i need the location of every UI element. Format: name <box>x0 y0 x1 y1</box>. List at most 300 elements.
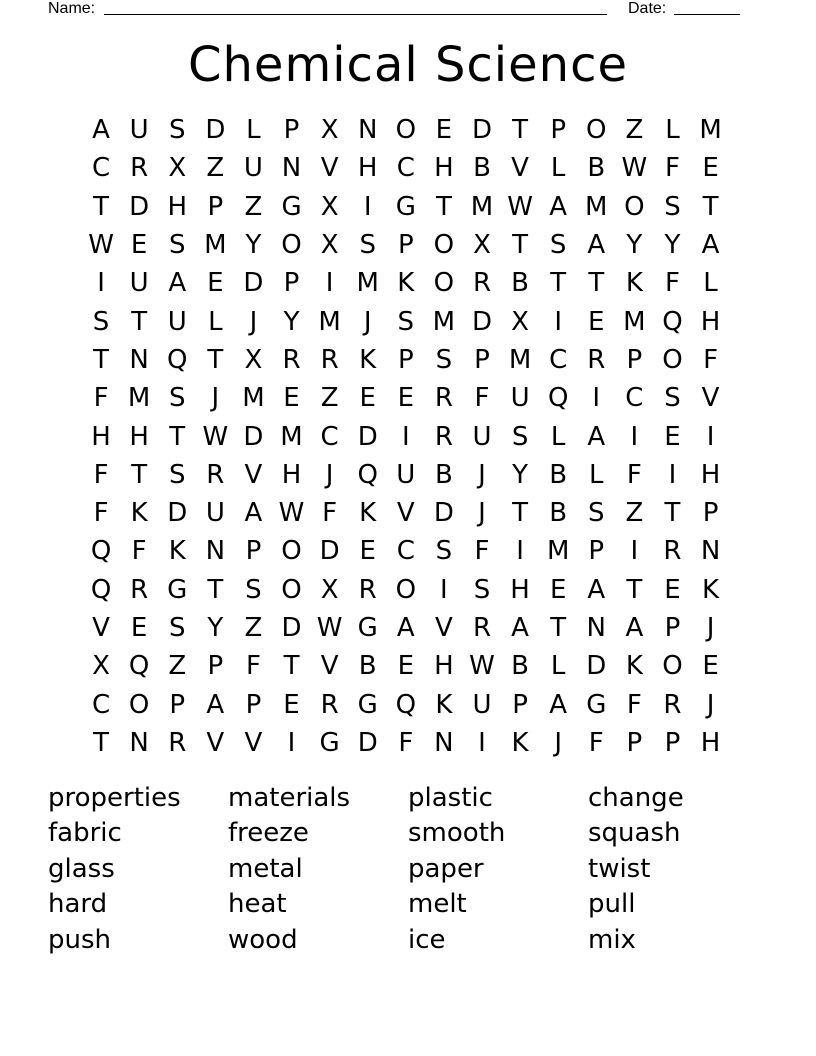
grid-letter: G <box>586 689 607 720</box>
grid-letter: T <box>93 344 109 375</box>
word-bank-item: twist <box>588 853 651 884</box>
grid-letter: C <box>91 689 111 720</box>
grid-letter: C <box>549 344 568 375</box>
grid-letter: S <box>588 498 605 529</box>
grid-letter: S <box>549 230 567 261</box>
grid-letter: B <box>434 459 453 490</box>
word-bank-item: freeze <box>228 818 309 849</box>
page-title: Chemical Science <box>187 37 629 93</box>
grid-letter: A <box>511 613 529 643</box>
grid-letter: J <box>478 459 486 490</box>
grid-letter: E <box>283 383 300 414</box>
grid-letter: X <box>511 306 529 337</box>
grid-letter: V <box>320 651 339 682</box>
grid-letter: L <box>703 268 718 299</box>
grid-letter: Z <box>244 191 263 222</box>
grid-letter: F <box>93 459 109 490</box>
grid-letter: Z <box>625 115 644 146</box>
grid-letter: A <box>244 498 263 529</box>
grid-letter: R <box>320 344 339 375</box>
grid-letter: D <box>281 613 302 643</box>
name-label: Name: <box>48 0 96 17</box>
grid-letter: G <box>357 613 378 643</box>
grid-letter: M <box>585 191 608 222</box>
grid-letter: H <box>700 459 721 490</box>
grid-letter: P <box>664 727 681 758</box>
grid-letter: R <box>282 344 301 375</box>
grid-letter: O <box>281 536 302 567</box>
grid-letter: Q <box>90 574 112 605</box>
grid-letter: S <box>664 191 681 222</box>
grid-letter: L <box>550 651 566 682</box>
grid-letter: E <box>397 651 415 682</box>
grid-letter: N <box>129 344 149 375</box>
grid-letter: M <box>356 268 379 299</box>
grid-letter: P <box>626 727 643 758</box>
grid-letter: Z <box>244 613 263 643</box>
word-bank-item: heat <box>228 889 287 920</box>
grid-letter: L <box>246 115 261 146</box>
word-bank-item: mix <box>588 924 636 955</box>
grid-letter: Q <box>395 689 417 720</box>
grid-letter: Q <box>90 536 112 567</box>
grid-letter: B <box>473 153 491 184</box>
grid-letter: O <box>395 574 417 605</box>
grid-letter: V <box>396 498 415 529</box>
grid-letter: U <box>510 383 530 414</box>
grid-letter: H <box>434 153 454 184</box>
grid-letter: E <box>207 268 224 299</box>
grid-letter: P <box>397 344 414 375</box>
grid-letter: Q <box>128 651 150 682</box>
grid-letter: W <box>507 191 533 222</box>
grid-letter: Q <box>167 344 188 375</box>
grid-letter: T <box>207 344 224 375</box>
grid-letter: D <box>319 536 340 567</box>
grid-letter: C <box>625 383 644 414</box>
grid-letter: F <box>474 536 490 567</box>
grid-letter: I <box>440 574 448 605</box>
grid-letter: S <box>435 344 453 375</box>
grid-letter: R <box>472 613 492 643</box>
grid-letter: L <box>550 153 566 184</box>
grid-letter: I <box>706 421 715 452</box>
grid-letter: H <box>510 574 530 605</box>
grid-letter: D <box>243 268 264 299</box>
grid-letter: S <box>397 306 415 337</box>
grid-letter: X <box>320 230 339 261</box>
grid-letter: O <box>624 191 645 222</box>
grid-letter: R <box>663 536 682 567</box>
word-bank <box>48 780 768 958</box>
grid-letter: G <box>357 689 378 720</box>
grid-letter: K <box>702 574 720 605</box>
grid-letter: D <box>471 115 492 146</box>
grid-letter: U <box>129 268 149 299</box>
grid-letter: P <box>512 689 528 720</box>
grid-letter: I <box>516 536 524 567</box>
grid-letter: N <box>434 727 454 758</box>
word-bank-item: materials <box>228 782 351 813</box>
word-bank-item: wood <box>228 924 298 955</box>
grid-letter: J <box>249 306 258 337</box>
grid-letter: V <box>206 727 225 758</box>
grid-letter: Q <box>547 383 569 414</box>
grid-letter: Y <box>512 459 529 490</box>
grid-letter: B <box>511 268 529 299</box>
word-bank-item: plastic <box>408 782 493 813</box>
grid-letter: P <box>283 115 300 146</box>
grid-letter: J <box>554 727 562 758</box>
name-date-header <box>48 0 748 20</box>
grid-letter: F <box>626 689 642 720</box>
grid-letter: M <box>127 383 151 414</box>
grid-letter: A <box>549 689 568 720</box>
grid-letter: D <box>586 651 607 682</box>
grid-letter: W <box>278 498 305 529</box>
grid-letter: G <box>167 574 188 605</box>
grid-letter: T <box>283 651 300 682</box>
grid-letter: H <box>167 191 188 222</box>
grid-letter: R <box>320 689 339 720</box>
grid-letter: T <box>207 574 224 605</box>
grid-letter: N <box>129 727 149 758</box>
grid-letter: I <box>630 536 639 567</box>
grid-letter: Y <box>664 230 681 261</box>
grid-letter: T <box>512 230 529 261</box>
grid-letter: V <box>92 613 110 643</box>
grid-letter: K <box>397 268 415 299</box>
grid-letter: W <box>202 421 229 452</box>
grid-letter: M <box>432 306 456 337</box>
grid-letter: H <box>357 153 378 184</box>
grid-letter: S <box>245 574 262 605</box>
word-bank-item: smooth <box>408 818 506 849</box>
grid-letter: Y <box>283 306 300 337</box>
grid-letter: S <box>473 574 491 605</box>
grid-letter: P <box>588 536 605 567</box>
grid-letter: R <box>434 383 453 414</box>
word-bank-item: glass <box>48 853 115 884</box>
grid-letter: X <box>320 115 339 146</box>
grid-letter: H <box>700 306 721 337</box>
grid-letter: K <box>130 498 148 529</box>
grid-letter: H <box>700 727 721 758</box>
grid-letter: C <box>396 536 415 567</box>
date-label: Date: <box>628 0 667 17</box>
grid-letter: R <box>587 344 606 375</box>
grid-letter: J <box>325 459 334 490</box>
grid-letter: F <box>93 498 109 529</box>
grid-letter: J <box>478 498 486 529</box>
grid-letter: E <box>283 689 300 720</box>
grid-letter: T <box>550 268 567 299</box>
grid-letter: A <box>587 574 606 605</box>
grid-letter: P <box>550 115 567 146</box>
grid-letter: E <box>664 421 681 452</box>
grid-letter: F <box>588 727 604 758</box>
grid-letter: A <box>168 268 187 299</box>
grid-letter: T <box>93 727 109 758</box>
grid-letter: Q <box>662 306 683 337</box>
grid-letter: X <box>244 344 263 375</box>
grid-letter: J <box>211 383 220 414</box>
grid-letter: P <box>702 498 719 529</box>
grid-letter: V <box>244 459 263 490</box>
grid-letter: H <box>91 421 111 452</box>
grid-letter: T <box>588 268 605 299</box>
grid-letter: D <box>205 115 226 146</box>
letter-grid <box>82 111 730 762</box>
grid-letter: T <box>131 306 148 337</box>
grid-letter: U <box>396 459 416 490</box>
grid-letter: M <box>318 306 341 337</box>
grid-letter: D <box>433 498 454 529</box>
grid-letter: D <box>167 498 188 529</box>
grid-letter: M <box>204 230 227 261</box>
word-bank-item: pull <box>588 889 636 920</box>
grid-letter: O <box>395 115 417 146</box>
grid-letter: U <box>129 115 149 146</box>
grid-letter: C <box>91 153 111 184</box>
grid-letter: M <box>508 344 532 375</box>
grid-letter: C <box>320 421 339 452</box>
grid-letter: K <box>359 344 377 375</box>
grid-letter: S <box>359 230 376 261</box>
grid-letter: X <box>320 191 339 222</box>
grid-letter: I <box>630 421 639 452</box>
grid-letter: P <box>283 268 300 299</box>
grid-letter: D <box>357 727 378 758</box>
grid-letter: U <box>205 498 225 529</box>
grid-letter: B <box>549 459 568 490</box>
grid-letter: X <box>473 230 491 261</box>
grid-letter: S <box>92 306 110 337</box>
grid-letter: N <box>357 115 378 146</box>
grid-letter: X <box>92 651 110 682</box>
grid-letter: A <box>396 613 415 643</box>
grid-letter: T <box>131 459 148 490</box>
grid-letter: E <box>435 115 453 146</box>
grid-letter: Z <box>206 153 225 184</box>
grid-letter: E <box>359 536 376 567</box>
grid-letter: F <box>398 727 414 758</box>
grid-letter: T <box>512 115 529 146</box>
grid-letter: N <box>205 536 226 567</box>
grid-letter: T <box>512 498 529 529</box>
grid-letter: L <box>550 421 566 452</box>
grid-letter: Z <box>625 498 644 529</box>
grid-letter: Y <box>626 230 643 261</box>
grid-letter: V <box>701 383 720 414</box>
grid-letter: R <box>434 421 453 452</box>
grid-letter: F <box>664 153 680 184</box>
grid-letter: O <box>433 230 455 261</box>
grid-letter: P <box>626 344 643 375</box>
word-bank-item: hard <box>48 889 108 920</box>
grid-letter: I <box>287 727 296 758</box>
grid-letter: A <box>206 689 225 720</box>
grid-letter: R <box>663 689 682 720</box>
grid-letter: S <box>168 459 186 490</box>
grid-letter: N <box>586 613 606 643</box>
date-blank-line <box>674 14 740 15</box>
grid-letter: H <box>129 421 149 452</box>
grid-letter: I <box>668 459 677 490</box>
grid-letter: K <box>625 268 643 299</box>
grid-letter: K <box>435 689 453 720</box>
grid-letter: R <box>472 268 492 299</box>
grid-letter: G <box>395 191 416 222</box>
grid-letter: P <box>664 613 681 643</box>
grid-letter: O <box>281 230 302 261</box>
word-bank-item: push <box>48 924 112 955</box>
grid-letter: U <box>167 306 187 337</box>
grid-letter: M <box>546 536 570 567</box>
name-blank-line <box>104 14 607 15</box>
grid-letter: D <box>471 306 492 337</box>
word-bank-item: squash <box>588 818 681 849</box>
grid-letter: E <box>397 383 415 414</box>
grid-letter: T <box>169 421 186 452</box>
grid-letter: P <box>245 689 262 720</box>
grid-letter: B <box>358 651 377 682</box>
grid-letter: Q <box>357 459 378 490</box>
grid-letter: T <box>626 574 643 605</box>
grid-letter: F <box>322 498 338 529</box>
grid-letter: L <box>208 306 223 337</box>
word-bank-item: change <box>588 782 684 813</box>
grid-letter: X <box>168 153 187 184</box>
word-bank-item: properties <box>48 782 181 813</box>
grid-letter: F <box>93 383 109 414</box>
grid-letter: P <box>169 689 186 720</box>
grid-letter: V <box>511 153 529 184</box>
grid-letter: E <box>702 651 719 682</box>
grid-letter: E <box>130 230 148 261</box>
grid-letter: O <box>662 344 683 375</box>
word-bank-item: paper <box>408 853 484 884</box>
grid-letter: F <box>664 268 680 299</box>
grid-letter: B <box>587 153 606 184</box>
grid-letter: F <box>245 651 261 682</box>
grid-letter: A <box>625 613 644 643</box>
grid-letter: V <box>320 153 339 184</box>
grid-letter: I <box>325 268 334 299</box>
grid-letter: W <box>316 613 343 643</box>
grid-letter: H <box>281 459 302 490</box>
grid-letter: D <box>129 191 150 222</box>
grid-letter: O <box>662 651 683 682</box>
grid-letter: R <box>358 574 377 605</box>
grid-letter: E <box>702 153 719 184</box>
grid-letter: T <box>93 191 109 222</box>
grid-letter: I <box>97 268 105 299</box>
grid-letter: J <box>363 306 372 337</box>
grid-letter: A <box>701 230 720 261</box>
grid-letter: F <box>131 536 147 567</box>
word-bank-item: melt <box>408 889 467 920</box>
grid-letter: Z <box>168 651 187 682</box>
grid-letter: F <box>474 383 490 414</box>
grid-letter: N <box>281 153 302 184</box>
grid-letter: S <box>168 115 186 146</box>
grid-letter: I <box>554 306 562 337</box>
grid-letter: E <box>664 574 681 605</box>
grid-letter: W <box>88 230 114 261</box>
grid-letter: N <box>700 536 721 567</box>
grid-letter: J <box>706 689 715 720</box>
grid-letter: W <box>469 651 495 682</box>
grid-letter: G <box>281 191 302 222</box>
grid-letter: T <box>702 191 719 222</box>
grid-letter: E <box>130 613 148 643</box>
grid-letter: S <box>168 230 186 261</box>
grid-letter: F <box>626 459 642 490</box>
grid-letter: M <box>242 383 265 414</box>
word-bank-item: ice <box>408 924 446 955</box>
grid-letter: K <box>168 536 186 567</box>
grid-letter: Y <box>207 613 224 643</box>
grid-letter: K <box>359 498 377 529</box>
grid-letter: Z <box>320 383 339 414</box>
grid-letter: P <box>207 651 224 682</box>
grid-letter: C <box>396 153 415 184</box>
grid-letter: I <box>401 421 410 452</box>
grid-letter: A <box>587 421 606 452</box>
grid-letter: S <box>168 383 186 414</box>
grid-letter: U <box>472 689 492 720</box>
grid-letter: P <box>245 536 262 567</box>
grid-letter: P <box>397 230 414 261</box>
grid-letter: M <box>623 306 646 337</box>
grid-letter: A <box>549 191 568 222</box>
grid-letter: X <box>320 574 339 605</box>
grid-letter: S <box>664 383 681 414</box>
grid-letter: K <box>625 651 643 682</box>
word-bank-item: fabric <box>48 818 122 849</box>
grid-letter: B <box>549 498 568 529</box>
grid-letter: H <box>434 651 454 682</box>
grid-letter: M <box>470 191 494 222</box>
grid-letter: I <box>478 727 486 758</box>
grid-letter: F <box>703 344 719 375</box>
grid-letter: L <box>665 115 680 146</box>
grid-letter: R <box>168 727 187 758</box>
grid-letter: E <box>549 574 567 605</box>
grid-letter: T <box>664 498 681 529</box>
grid-letter: S <box>168 613 186 643</box>
grid-letter: M <box>699 115 722 146</box>
grid-letter: T <box>550 613 567 643</box>
grid-letter: A <box>587 230 606 261</box>
grid-letter: P <box>207 191 224 222</box>
grid-letter: R <box>206 459 225 490</box>
word-bank-item: metal <box>228 853 303 884</box>
grid-letter: S <box>511 421 529 452</box>
grid-letter: D <box>243 421 264 452</box>
grid-letter: R <box>130 153 149 184</box>
grid-letter: V <box>434 613 453 643</box>
grid-letter: U <box>243 153 263 184</box>
grid-letter: O <box>586 115 607 146</box>
grid-letter: O <box>281 574 302 605</box>
grid-letter: Y <box>245 230 262 261</box>
grid-letter: R <box>130 574 149 605</box>
grid-letter: V <box>244 727 263 758</box>
grid-letter: I <box>592 383 601 414</box>
grid-letter: P <box>474 344 490 375</box>
